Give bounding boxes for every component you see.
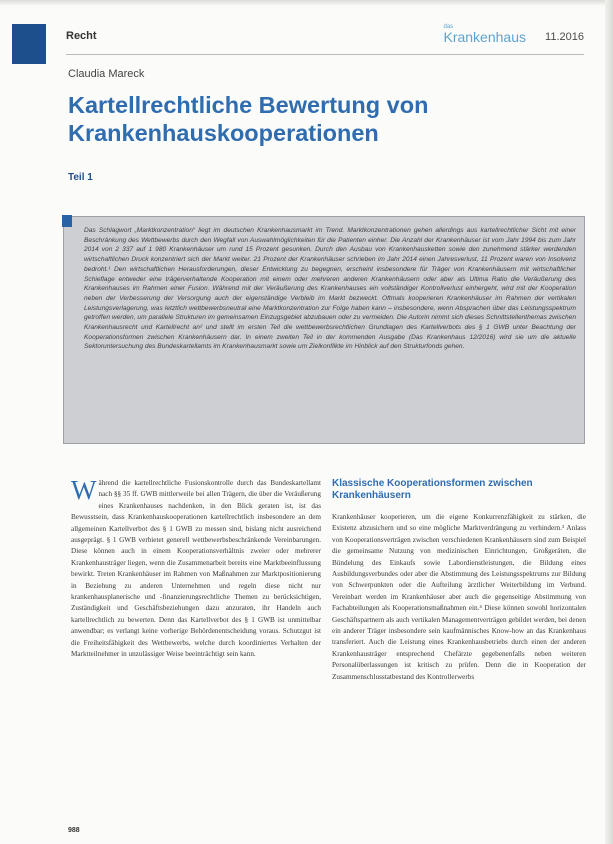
abstract-text: Das Schlagwort „Marktkonzentration“ liegt im deutschen Krankenhausmarkt im Trend. Marktkonzentrationen gehen allerdings aus kartellrechtlicher Sicht mit einer Beschränkung des Wettbewerbs durch den Wegfall von Auswahlmöglichkeiten für die Patienten einher. Die Anzahl der Krankenhäuser ist vom Jahr 1994 bis zum Jahr 2014 von 2 337 auf 1 980 Krankenhäuser um rund 15 Prozent gesunken. Durch den Ausbau von Krankenhausketten sowie den zunehmend stärker werdenden wirtschaftlichen Druck konzentriert sich der Markt weiter. 21 Prozent der Krankenhäuser schrieben im Jahr 2014 einen Jahresverlust, 11 Prozent waren von Insolvenz bedroht.¹ Den wirtschaftlichen Herausforderungen, dieser Entwicklung zu begegnen, erscheint insbesondere für Träger von Krankenhäusern mit wirtschaftlicher Schieflage entweder eine trägerverhaltende Kooperation mit einem oder mehreren anderen Krankenhäusern oder aber als Ultima Ratio die Veräußerung des Krankenhauses im Rahmen einer Fusion. Während mit der Veräußerung des Krankenhauses ein vollständiger Kontrollverlust einhergeht, wird mit der Kooperation neben der Verbesserung der Versorgung auch der eigenständige Verbleib im Markt bezweckt. Oftmals kooperieren Krankenhäuser im Rahmen der vertikalen Leistungsverlagerung, was letztlich wettbewerbsneutral eine Marktkonzentration zur Folge haben kann – insbesondere, wenn Absprachen über das Leistungsspektrum getroffen werden, um parallele Strukturen im gemeinsamen Einzugsgebiet abzubauen oder zu vermeiden. Die Autorin nimmt sich dieses Schnittstellenthemas zwischen Krankenhausrecht und Kartellrecht an² und stellt im ersten Teil die wettbewerbsrechtlichen Grundlagen des Kartellverbots des § 1 GWB unter Beachtung der Kooperationsformen zwischen Krankenhäusern dar. In einem zweiten Teil in der kommenden Ausgabe (Das Krankenhaus 12/2016) wird sie um die aktuelle Sektoruntersuchung des Bundeskartellamts im Krankenhausmarkt sowie um Zielkonflikte im Hinblick auf den Strukturfonds gehen. [84, 227, 576, 351]
section-heading: Klassische Kooperationsformen zwischen Krankenhäusern [332, 478, 533, 501]
header-divider [66, 54, 584, 55]
journal-logo [443, 24, 526, 43]
body-text-right: Krankenhäuser kooperieren, um die eigene Konkurrenzfähigkeit zu stärken, die Existenz abzusichern und so eine mögliche Marktverdrängung zu verhindern.³ Anlass von Kooperationsverträgen zwischen verschiedenen Krankenhäusern sind zum Beispiel die gemeinsame Nutzung von medizinischen Einrichtungen, Großgeräten, die Bündelung des Einkaufs sowie Labordienstleistungen, die Bildung eines Ausbildungsverbundes oder aber die Abstimmung des Leistungsspektrums zur Bildung von Schwerpunkten oder die Aufteilung ärztlicher Weiterbildung im Verbund. Vereinbart werden im Krankenhäuser aber auch die gegenseitige Abstimmung von Fachabteilungen als Kooperationsmaßnahmen ein.⁴ Diese können sowohl horizontalen Geschäftspartnern als auch vertikalen Managementverträgen gebildet werden, bei denen ein anderer Träger insbesondere sein kaufmännisches Know-how an das Krankenhaus transferiert. Auch die Leistung eines Krankenhausbetriebs durch einen der anderen Krankenhausträger entsprechend Chefärzte gegebenenfalls neben weiteren Personalüberlassungen ist kritisch zu prüfen. Denn die in Kooperation der Zusammenschlusstatbestand des Kontrollerwerbs [332, 513, 586, 681]
journal-prefix: das [443, 24, 454, 30]
body-column-right [332, 478, 586, 683]
body-text-left: ährend die kartellrechtliche Fusionskontrolle durch das Bundeskartellamt nach §§ 35 ff. GWB mittlerweile bei allen Trägern, die über die Veräußerung eines Krankenhauses nachdenken, in den Blick geraten ist, ist das Bewusstsein, dass Krankenhauskooperationen kartellrechtlich insbesondere an dem allgemeinen Kartellverbot des § 1 GWB zu messen sind, bislang nicht ausreichend ausgeprägt. § 1 GWB verbietet generell wettbewerbsbeschränkende Vereinbarungen. Diese können auch in einem Kooperationsverhältnis zweier oder mehrerer Krankenhausträger liegen, wenn die Zusammenarbeit bereits eine Marktbeeinflussung bewirkt. Treten Krankenhäuser im Rahmen von Maßnahmen zur Marktpositionierung in Beziehung zu anderen Unternehmen und regeln diese nicht nur krankenhausplanerische und -finanzierungsrechtliche Themen zu berücksichtigen, Zuständigkeit und Geschäftsbeziehungen dazu anzuraten, ihr Handeln auch kartellrechtlich zu bewerten. Denn das Kartellverbot des § 1 GWB ist unmittelbar anwendbar; es verlangt keine vorherige Behördenentscheidung voraus. Schutzgut ist die Freiheitsfähigkeit des Wettbewerbs, welche durch koordiniertes Verhalten der Marktteilnehmer in unzulässiger Weise beeinträchtigt sein kann. [71, 479, 321, 659]
section-color-tab [12, 24, 46, 64]
page-number: 988 [68, 827, 80, 834]
article-part: Teil 1 [68, 172, 93, 183]
journal-name: Krankenhaus [443, 29, 526, 45]
abstract-marker [62, 215, 72, 227]
body-column-left [71, 475, 321, 661]
issue-number: 11.2016 [545, 31, 584, 43]
section-label: Recht [66, 30, 97, 42]
article-title: Kartellrechtliche Bewertung von Krankenhauskooperationen [68, 92, 429, 146]
abstract-box [63, 216, 585, 444]
page-header [66, 24, 584, 48]
article-author: Claudia Mareck [68, 68, 145, 80]
scan-shadow-edge [605, 0, 613, 844]
drop-cap: W [71, 475, 97, 505]
scan-shadow-top [0, 0, 613, 6]
